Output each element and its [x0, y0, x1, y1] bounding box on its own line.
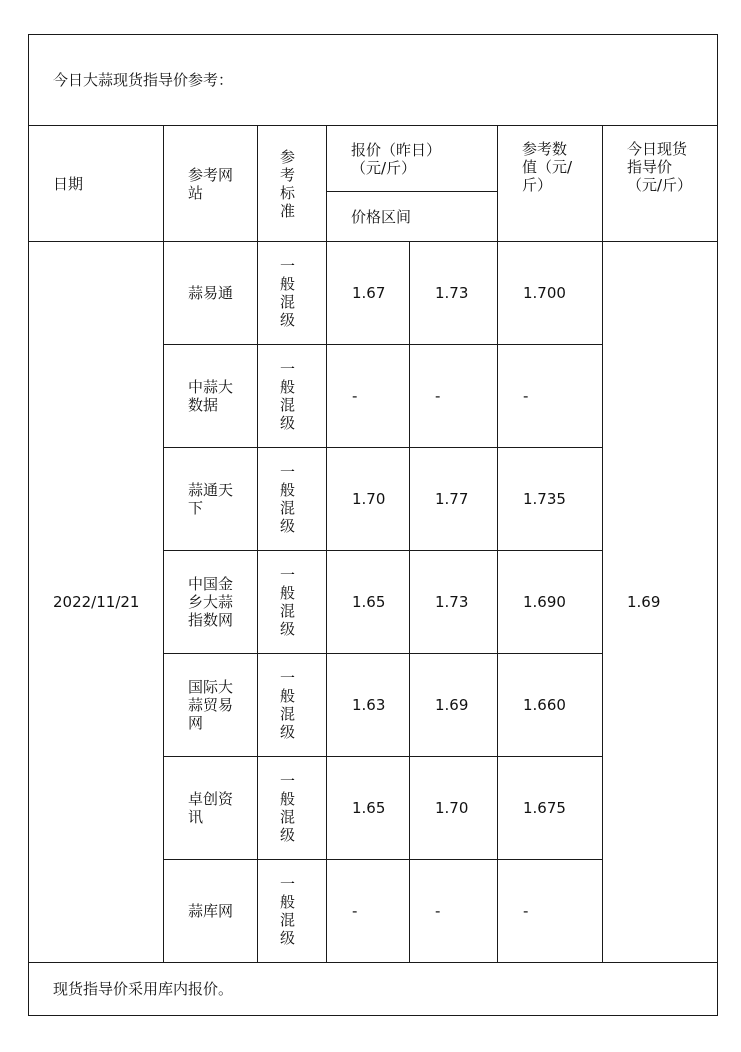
- date-cell: 2022/11/21: [29, 242, 164, 963]
- standard-cell: [258, 860, 327, 963]
- low-price-cell: 1.65: [327, 551, 410, 654]
- high-price-cell: 1.73: [410, 551, 498, 654]
- ref-value-cell: 1.675: [498, 757, 603, 860]
- header-ref-value: [498, 126, 603, 242]
- site-text: 中国金乡大蒜指数网: [188, 575, 234, 629]
- standard-text: 一般混级: [280, 566, 296, 638]
- title-row: [29, 35, 718, 126]
- site-cell: [164, 654, 258, 757]
- footer-note: 现货指导价采用库内报价。: [29, 963, 718, 1016]
- high-price-cell: 1.69: [410, 654, 498, 757]
- high-price-cell: 1.73: [410, 242, 498, 345]
- site-cell: [164, 448, 258, 551]
- price-reference-table: [28, 34, 718, 1016]
- header-range: 价格区间: [327, 192, 498, 242]
- high-price-cell: -: [410, 860, 498, 963]
- standard-text: 一般混级: [280, 360, 296, 432]
- header-row-1: [29, 126, 718, 192]
- standard-cell: [258, 345, 327, 448]
- ref-value-cell: 1.700: [498, 242, 603, 345]
- standard-cell: [258, 448, 327, 551]
- low-price-cell: 1.70: [327, 448, 410, 551]
- site-cell: [164, 242, 258, 345]
- site-text: 蒜库网: [188, 902, 234, 920]
- low-price-cell: -: [327, 860, 410, 963]
- site-cell: [164, 345, 258, 448]
- ref-value-cell: -: [498, 860, 603, 963]
- header-today-price: [603, 126, 718, 242]
- site-text: 中蒜大数据: [188, 378, 234, 414]
- header-standard-text: 参考标准: [280, 147, 296, 220]
- low-price-cell: 1.63: [327, 654, 410, 757]
- standard-cell: [258, 242, 327, 345]
- site-text: 蒜通天下: [188, 481, 234, 517]
- header-quote: [327, 126, 498, 192]
- low-price-cell: 1.67: [327, 242, 410, 345]
- site-text: 国际大蒜贸易网: [188, 678, 234, 732]
- high-price-cell: 1.77: [410, 448, 498, 551]
- table-row: [29, 242, 718, 345]
- site-cell: [164, 860, 258, 963]
- standard-text: 一般混级: [280, 875, 296, 947]
- ref-value-cell: 1.660: [498, 654, 603, 757]
- header-date: 日期: [29, 126, 164, 242]
- site-text: 蒜易通: [188, 284, 234, 302]
- header-site: [164, 126, 258, 242]
- standard-text: 一般混级: [280, 772, 296, 844]
- high-price-cell: 1.70: [410, 757, 498, 860]
- header-today-price-text: 今日现货指导价（元/斤）: [627, 140, 693, 194]
- header-ref-value-text: 参考数值（元/斤）: [522, 140, 573, 194]
- header-standard: [258, 126, 327, 242]
- ref-value-cell: 1.735: [498, 448, 603, 551]
- standard-text: 一般混级: [280, 257, 296, 329]
- table-title: 今日大蒜现货指导价参考：: [29, 35, 718, 126]
- today-price-cell: 1.69: [603, 242, 718, 963]
- footer-row: [29, 963, 718, 1016]
- standard-cell: [258, 757, 327, 860]
- standard-cell: [258, 551, 327, 654]
- standard-text: 一般混级: [280, 463, 296, 535]
- low-price-cell: 1.65: [327, 757, 410, 860]
- ref-value-cell: 1.690: [498, 551, 603, 654]
- site-cell: [164, 551, 258, 654]
- standard-text: 一般混级: [280, 669, 296, 741]
- high-price-cell: -: [410, 345, 498, 448]
- header-site-text: 参考网站: [188, 165, 234, 202]
- site-text: 卓创资讯: [188, 790, 234, 826]
- header-quote-text: 报价（昨日）（元/斤）: [351, 140, 442, 177]
- standard-cell: [258, 654, 327, 757]
- ref-value-cell: -: [498, 345, 603, 448]
- low-price-cell: -: [327, 345, 410, 448]
- site-cell: [164, 757, 258, 860]
